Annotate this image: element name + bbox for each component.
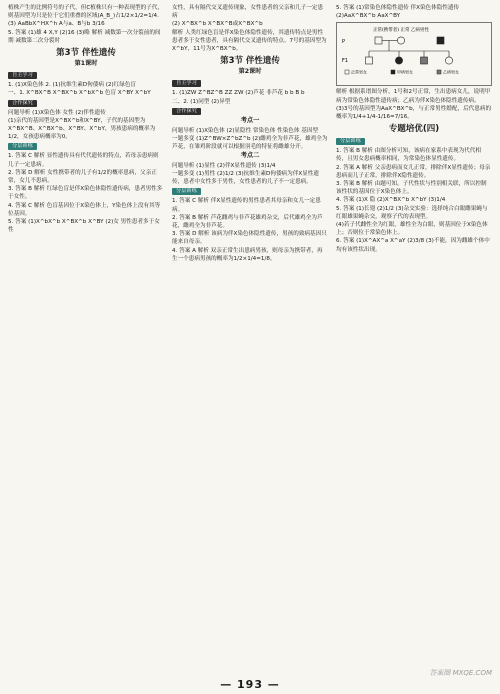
section-subtitle: 第1课时 (74, 60, 98, 68)
male-symbol (375, 37, 382, 44)
legend-normal-icon (345, 70, 349, 74)
section-title: 专题培优(四) (388, 124, 440, 135)
point-title: 考点二 (240, 151, 260, 159)
paragraph: 女性，具有隔代交叉遗传现象，女性患者的父亲和儿子一定患病 (172, 5, 324, 20)
paragraph: 1. (1)X染色体 2. (1)抗维生素D佝偻病 (2)红绿色盲 (8, 82, 137, 89)
paragraph: 3. 答案 B 解析 红绿色盲是伴X染色体隐性遗传病，患者男性多于女性。 (8, 186, 163, 201)
paragraph: 1. 答案 B 解析 由图分析可知，该病在家系中表现为代代相传，且男女患病概率相同，为常染色体显性遗传。 (336, 148, 481, 163)
paragraph: 5. 答案 (1)常染色体隐性遗传 伴X染色体隐性遗传 (2)AaX^BX^b AaX^BY (336, 5, 460, 20)
column-left (6, 4, 166, 676)
diagram-p-label: P (342, 39, 346, 46)
paragraph: 问题导析 (1)显性 (2)伴X显性遗传 (3)1/4 (172, 162, 276, 169)
paragraph: 3. 答案 D 解析 该病为伴X染色体隐性遗传，男孩的致病基因只能来自母亲。 (172, 231, 327, 246)
legend-label: 乙病男女 (443, 69, 459, 75)
legend-label: 甲病男女 (397, 69, 413, 75)
paragraph: 1. 答案 C 解析 显性遗传具有代代遗传的特点，若母亲患病则儿子一定患病。 (8, 153, 159, 168)
male-symbol (366, 57, 373, 64)
affected-female-symbol (395, 57, 402, 64)
paragraph: (3)3号的基因型为AaX^BX^b，与正常男性婚配，后代患病的概率为1/4+1/4-1/16=7/16。 (336, 105, 492, 121)
point-title: 考点一 (240, 116, 260, 124)
paragraph: 2. 答案 A 解析 父亲患病而女儿正常，排除伴X显性遗传；母亲患病而儿子正常，排除伴X隐性遗传。 (336, 164, 491, 179)
paragraph: 解析 根据系谱图分析，1号和2号正常，生出患病女儿，说明甲病为常染色体隐性遗传病；乙病为伴X染色体隐性遗传病。 (336, 89, 491, 104)
legend-affected-icon (391, 70, 395, 74)
female-symbol (445, 57, 452, 64)
section-tag: 分层训练 (8, 143, 37, 150)
paragraph: 5. 答案 (1)X^bX^b X^BX^b X^BY (2)女 男性患者多于女性 (8, 219, 160, 234)
paragraph: 5. 答案 (1)长翅 (2)1/2 (3)杂交实验：选择纯合白眼雌果蝇与红眼雄果蝇杂交，观察子代的表现型。 (336, 205, 488, 220)
section-tag: 分层训练 (172, 188, 201, 195)
paragraph: 4. 答案 (1)X 隐 (2)X^BX^b X^bY (3)1/4 (336, 197, 446, 204)
paragraph: (4)若子代雌性全为红眼，雄性全为白眼，则基因位于X染色体上；否则位于常染色体上。 (336, 222, 488, 237)
section-tag: 自主学习 (172, 80, 201, 87)
legend-label: 正常男女 (351, 69, 367, 75)
paragraph: 问题导析 (1)X染色体 女性 (2)伴性遗传 (8, 109, 106, 116)
paragraph: 一题多变 (1)男性 (2)1/2 (3)抗维生素D佝偻病为伴X显性遗传，患者中女性多于男性，女性患者的儿子不一定患病。 (172, 171, 319, 186)
column-right (334, 4, 494, 676)
section-tag: 自主学习 (8, 72, 37, 79)
pedigree-svg (339, 25, 489, 83)
paragraph: 问题导析 (1)X染色体 (2)显隐性 常染色体 性染色体 基因型 (172, 128, 319, 135)
section-subtitle: 第2课时 (238, 68, 262, 76)
paragraph: 4. 答案 A 解析 双亲正常生出患病男孩，则母亲为携带者，再生一个患病男孩的概率为1/2×1/4=1/8。 (172, 247, 323, 262)
paragraph: 2. 答案 D 解析 女性携带者的儿子有1/2的概率患病，父亲正常，女儿不患病。 (8, 169, 157, 185)
affected-male-symbol (421, 57, 428, 64)
paragraph: 6. 答案 (1)X^AX^a X^aY (2)3/8 (3)不能，因为雌雄个体中均有该性状出现。 (336, 238, 490, 253)
affected-male-symbol (437, 37, 444, 44)
paragraph: 4. 答案 C 解析 色盲基因位于X染色体上，Y染色体上没有其等位基因。 (8, 202, 161, 217)
paragraph: 1. (1)ZW Z^BZ^B ZZ ZW (2)芦花 非芦花 b b B b (172, 90, 305, 97)
paragraph: 植株产生的比例符号的子代，但C植株只有一种表现型的子代，则基因型为只是位于它们重叠的区域(A_B_)占1/2×1/2=1/4. (8, 5, 163, 20)
diagram-f1-label: F1 (342, 58, 349, 65)
paragraph: 3. 答案 B 解析 由题可知，子代性状与性别相关联，所以控制该性状的基因位于X染色体上。 (336, 181, 487, 196)
answer-page (6, 4, 494, 676)
page-number: — 193 — (220, 678, 280, 691)
paragraph: 2. 答案 B 解析 芦花雌鸡与非芦花雄鸡杂交，后代雄鸡全为芦花，雌鸡全为非芦花。 (172, 214, 323, 230)
paragraph: 1. 答案 C 解析 伴X显性遗传的男性患者其母亲和女儿一定患病。 (172, 198, 321, 213)
watermark: 答案圈 MXQE.COM (429, 669, 492, 677)
paragraph: 解析 人类红绿色盲是伴X染色体隐性遗传，其遗传特点是男性患者多于女性患者，具有隔代交叉遗传的特点。7号的基因型为X^bY，11号为X^BX^b。 (172, 29, 327, 53)
section-title: 第3节 伴性遗传 (220, 56, 280, 67)
legend-affected2-icon (437, 70, 441, 74)
diagram-top-label: 正常(携带者) 正常 乙病男性 (373, 28, 429, 34)
paragraph: 一、1. X^BX^B X^BX^b X^bX^b 色盲 X^BY X^bY (8, 90, 151, 97)
section-tag: 合作探究 (8, 100, 37, 107)
paragraph: (3) AaBbX^HX^h A与a、B与b 3/16 (8, 21, 105, 28)
section-title: 第3节 伴性遗传 (56, 48, 116, 59)
paragraph: 二、2. (1)同型 (2)异型 (172, 98, 231, 105)
section-tag: 分层训练 (336, 138, 365, 145)
female-symbol (397, 37, 404, 44)
paragraph: (2) X^BX^b X^BX^B或X^BX^b (172, 21, 263, 28)
paragraph: 一题多变 (1)Z^BW×Z^bZ^b (2)雌鸡全为非芦花，雄鸡全为芦花，在雏鸡阶段就可以根据羽毛的特征将雌雄分开。 (172, 136, 328, 151)
column-middle (170, 4, 330, 676)
paragraph: (1)亲代的基因型是X^BX^b和X^BY，子代的基因型为X^BX^B、X^BX^b、X^BY、X^bY，男孩患病的概率为1/2，女孩患病概率为0。 (8, 117, 156, 141)
paragraph: 5. 答案 (1)雄 4 X,Y (2)16 (3)略 解析 减数第一次分裂前的间期 减数第二次分裂时 (8, 29, 161, 44)
pedigree-diagram (336, 22, 492, 86)
section-tag: 合作探究 (172, 108, 201, 115)
